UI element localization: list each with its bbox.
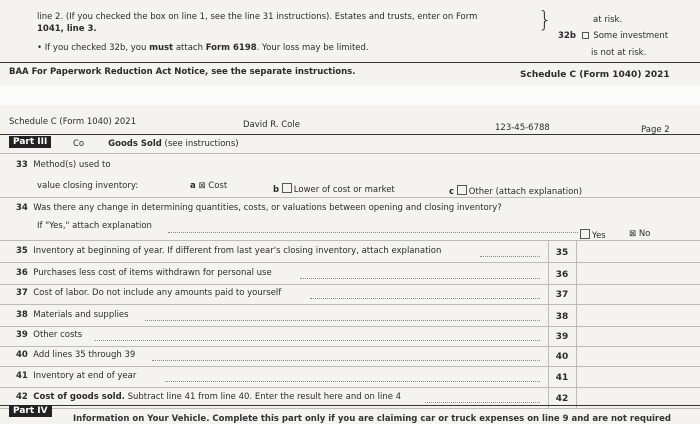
schedule-c-footer: Schedule C (Form 1040) 2021 [520,70,670,80]
line-34-sub: If "Yes," attach explanation [37,221,152,231]
line-33: 33 Method(s) used to [16,160,111,170]
divider [0,405,700,406]
page2-schedule-label: Schedule C (Form 1040) 2021 [9,117,137,127]
line-39-box-label: 39 [555,332,569,342]
divider [0,240,700,241]
line-41-amount-field[interactable] [578,367,698,385]
divider [0,62,700,63]
divider [0,153,700,154]
option-c-checkbox[interactable] [457,185,467,195]
leader-dots [145,320,540,321]
yes-checkbox[interactable] [580,229,590,239]
line-33-value-text: value closing inventory: [37,181,139,191]
leader-dots [95,340,540,341]
baa-notice: BAA For Paperwork Reduction Act Notice, see the separate instructions. [9,67,356,77]
part4-title: Information on Your Vehicle. Complete this part only if you are claiming car or truck expenses on line 9 and are not required [73,414,671,424]
line-38-box-label: 38 [555,312,569,322]
line-35-amount-field[interactable] [578,242,698,260]
divider [0,197,700,198]
no-checkbox[interactable]: ⊠ [629,229,637,239]
line-40-box-label: 40 [555,352,569,362]
page-number: Page 2 [641,125,670,135]
option-b-checkbox[interactable] [282,183,292,193]
line-39-amount-field[interactable] [578,326,698,344]
line-37-amount-field[interactable] [578,284,698,302]
line-34-yes[interactable]: Yes [580,229,606,241]
checkbox-32b-row: 32b Some investment [558,31,669,41]
leader-dots [425,402,540,403]
leader-dots [165,381,540,382]
line2-instruction-a: line 2. (If you checked the box on line 1, see the line 31 instructions). Estates and trusts, enter on Form [37,12,478,22]
line-41-box-label: 41 [555,373,569,383]
page-gap [0,85,700,105]
option-b-lcm[interactable]: b Lower of cost or market [273,185,395,195]
option-a-cost[interactable]: a ⊠ Cost [190,181,228,191]
line-42: 42 Cost of goods sold. Subtract line 41 from line 40. Enter the result here and on line 4 [16,392,402,402]
line-35: 35 Inventory at beginning of year. If different from last year's closing inventory, attach explanation [16,246,442,256]
col-rule [576,240,577,408]
leader-dots [168,232,578,233]
line32b-warning: • If you checked 32b, you must attach Form 6198. Your loss may be limited. [37,43,369,53]
line-35-box-label: 35 [555,248,569,258]
part3-title: Co Goods Sold (see instructions) [73,139,239,149]
leader-dots [152,360,540,361]
checkbox-32b[interactable] [582,32,589,39]
col-rule [548,240,549,408]
taxpayer-name: David R. Cole [243,120,300,130]
option-a-checkbox[interactable]: ⊠ [198,181,206,191]
divider [0,262,700,263]
part4-label: Part IV [9,406,52,416]
not-at-risk-text: is not at risk. [591,48,647,58]
leader-dots [310,298,540,299]
line-34-no[interactable]: ⊠ No [629,229,651,239]
line-41: 41 Inventory at end of year [16,371,137,381]
line2-instruction-b: 1041, line 3. [37,24,97,34]
line-38: 38 Materials and supplies [16,310,129,320]
at-risk-text: at risk. [593,15,623,25]
line-42-box-label: 42 [555,394,569,404]
part3-label: Part III [9,137,51,147]
line-36: 36 Purchases less cost of items withdrawn for personal use [16,268,272,278]
line-39: 39 Other costs [16,330,83,340]
line-40-amount-field[interactable] [578,346,698,364]
line-34: 34 Was there any change in determining quantities, costs, or valuations between opening and closing inventory? [16,203,502,213]
line-37: 37 Cost of labor. Do not include any amounts paid to yourself [16,288,282,298]
divider [0,408,700,409]
divider [0,134,700,135]
option-c-other[interactable]: c Other (attach explanation) [449,187,583,197]
leader-dots [480,256,540,257]
line-38-amount-field[interactable] [578,306,698,324]
line-36-box-label: 36 [555,270,569,280]
divider [0,304,700,305]
line-37-box-label: 37 [555,290,569,300]
leader-dots [300,278,540,279]
line-36-amount-field[interactable] [578,264,698,282]
taxpayer-ssn: 123-45-6788 [495,123,550,133]
brace-glyph: } [538,8,552,33]
line-40: 40 Add lines 35 through 39 [16,350,136,360]
line-42-amount-field[interactable] [578,388,698,406]
